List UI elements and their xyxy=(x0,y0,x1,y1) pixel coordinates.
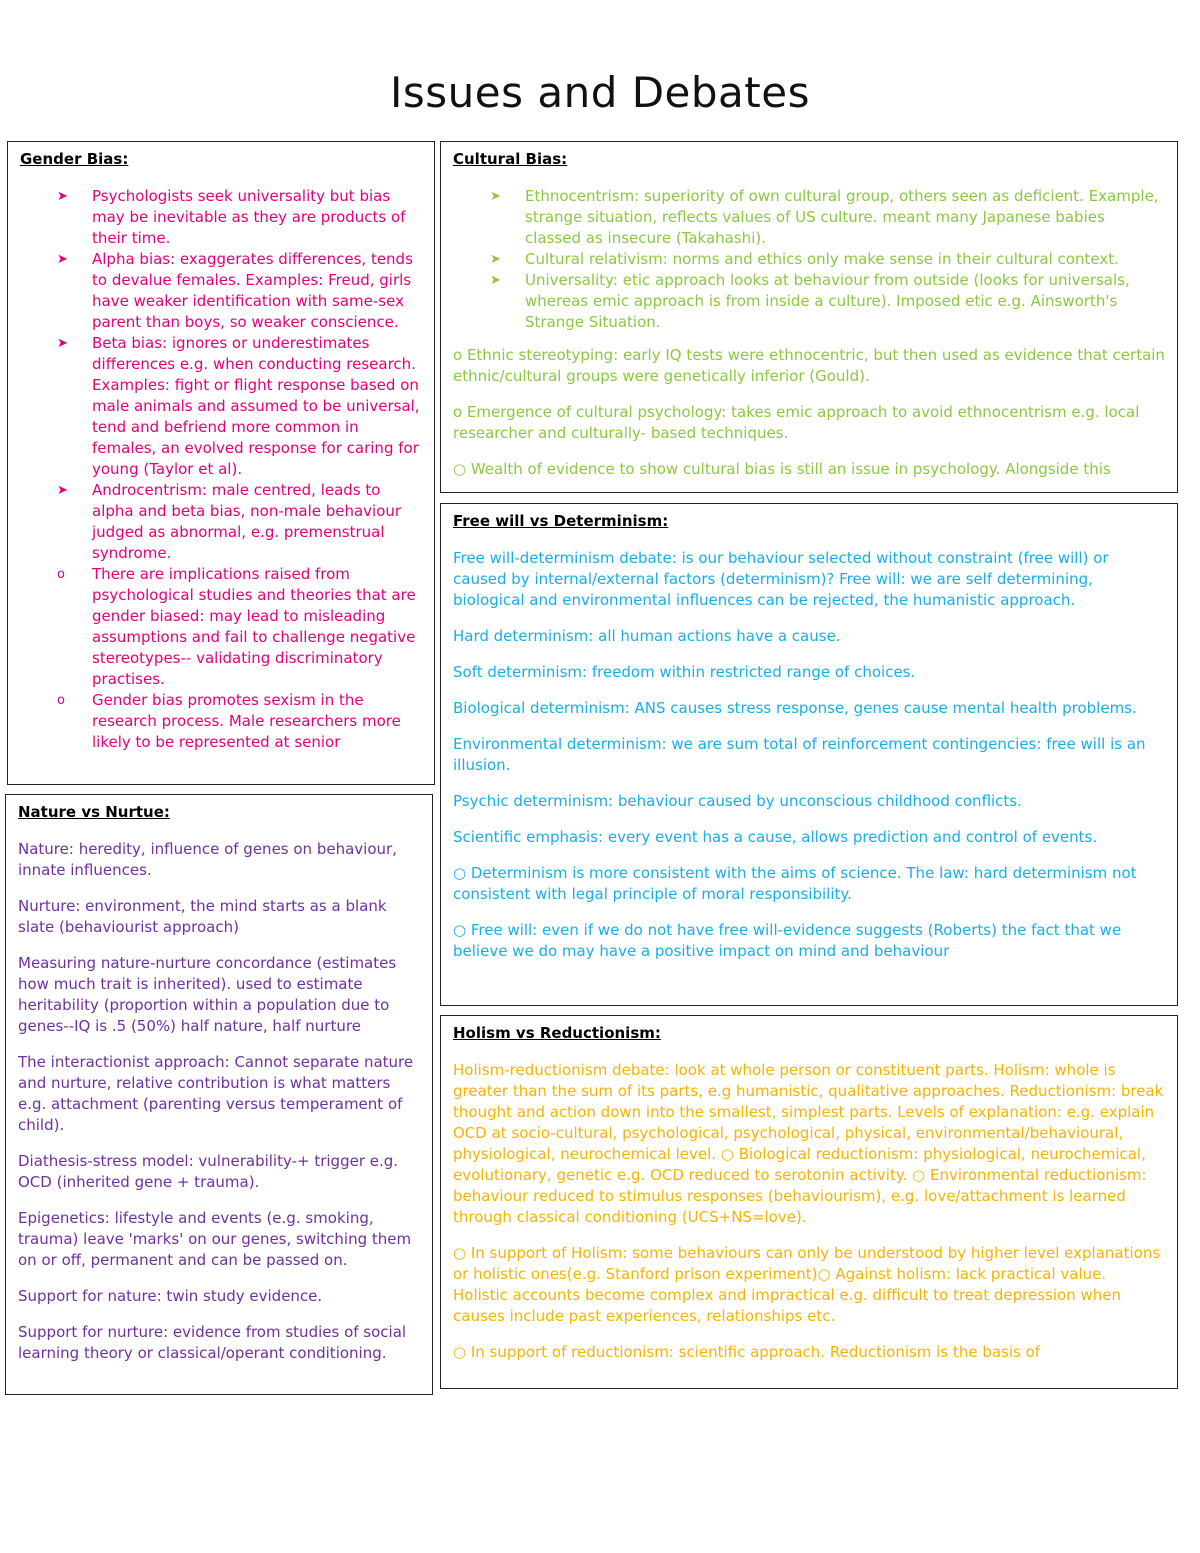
cultural-para: o Ethnic stereotyping: early IQ tests were ethnocentric, but then used as evidence that certain ethnic/cultural groups were genetically inferior (Gould). xyxy=(453,346,1165,385)
gender-bias-box xyxy=(7,141,435,785)
nature-para: The interactionist approach: Cannot separate nature and nurture, relative contribution is what matters e.g. attachment (parenting versus temperament of child). xyxy=(18,1053,414,1134)
free-will-para: Biological determinism: ANS causes stress response, genes cause mental health problems. xyxy=(453,699,1137,717)
list-item: ➤ Psychologists seek universality but bias may be inevitable as they are products of their time. xyxy=(57,187,406,247)
free-will-box xyxy=(440,503,1178,1006)
holism-box xyxy=(440,1015,1178,1389)
free-will-para: Psychic determinism: behaviour caused by unconscious childhood conflicts. xyxy=(453,792,1022,810)
list-item: ➤ Ethnocentrism: superiority of own cultural group, others seen as deficient. Example, strange situation, reflects values of US culture. meant many Japanese babies classed as insecure (Takahashi). xyxy=(490,187,1159,247)
list-item: o Gender bias promotes sexism in the research process. Male researchers more likely to be represented at senior xyxy=(57,691,401,751)
list-item: ➤ Cultural relativism: norms and ethics only make sense in their cultural context. xyxy=(490,250,1119,268)
free-will-para: ○ Free will: even if we do not have free will-evidence suggests (Roberts) the fact that we believe we do may have a positive impact on mind and behaviour xyxy=(453,921,1122,960)
free-will-para: Soft determinism: freedom within restricted range of choices. xyxy=(453,663,916,681)
nature-para: Support for nature: twin study evidence. xyxy=(18,1287,323,1305)
gender-bias-list xyxy=(20,186,422,753)
page-title: Issues and Debates xyxy=(390,68,810,117)
holism-para: ○ In support of Holism: some behaviours can only be understood by higher level explanations or holistic ones(e.g. Stanford prison experiment)○ Against holism: lack practical value. Holistic accounts become complex and impractical e.g. difficult to treat depression when causes include past experiences, relationships etc. xyxy=(453,1244,1161,1325)
cultural-para: ○ Wealth of evidence to show cultural bias is still an issue in psychology. Alongside this xyxy=(453,460,1111,478)
nature-para: Epigenetics: lifestyle and events (e.g. smoking, trauma) leave 'marks' on our genes, switching them on or off, permanent and can be passed on. xyxy=(18,1209,412,1269)
nature-nurture-box xyxy=(5,794,433,1395)
list-item: ➤ Androcentrism: male centred, leads to alpha and beta bias, non-male behaviour judged as abnormal, e.g. premenstrual syndrome. xyxy=(57,481,402,562)
nature-para: Nurture: environment, the mind starts as a blank slate (behaviourist approach) xyxy=(18,897,387,936)
free-will-heading: Free will vs Determinism: xyxy=(453,512,669,530)
bullet-arrow-icon: ➤ xyxy=(490,273,501,288)
cultural-para: o Emergence of cultural psychology: takes emic approach to avoid ethnocentrism e.g. local researcher and culturally- based techniques. xyxy=(453,403,1140,442)
nature-para: Support for nurture: evidence from studies of social learning theory or classical/operant conditioning. xyxy=(18,1323,407,1362)
bullet-arrow-icon: ➤ xyxy=(490,252,501,267)
bullet-arrow-icon: ➤ xyxy=(490,189,501,204)
gender-bias-heading: Gender Bias: xyxy=(20,150,129,168)
bullet-circle-icon: o xyxy=(57,693,65,708)
list-item: ➤ Beta bias: ignores or underestimates differences e.g. when conducting research. Examples: fight or flight response based on male animals and assumed to be universal, tend and befriend more common in females, an evolved response for caring for young (Taylor et al). xyxy=(57,334,420,478)
holism-para: ○ In support of reductionism: scientific approach. Reductionism is the basis of xyxy=(453,1343,1041,1361)
bullet-circle-icon: o xyxy=(57,567,65,582)
cultural-bias-list xyxy=(453,186,1165,333)
bullet-arrow-icon: ➤ xyxy=(57,252,68,267)
holism-heading: Holism vs Reductionism: xyxy=(453,1024,661,1042)
free-will-para: Environmental determinism: we are sum total of reinforcement contingencies: free will is an illusion. xyxy=(453,735,1146,774)
nature-para: Diathesis-stress model: vulnerability-+ trigger e.g. OCD (inherited gene + trauma). xyxy=(18,1152,399,1191)
holism-para: Holism-reductionism debate: look at whole person or constituent parts. Holism: whole is greater than the sum of its parts, e.g humanistic, qualitative approaches. Reductionism: break thought and action down into the smallest, simplest parts. Levels of explanation: e.g. explain OCD at socio-cultural, psychological, psychological, physical, environmental/behavioural, physiological, neurochemical level. ○ Biological reductionism: physiological, neurochemical, evolutionary, genetic e.g. OCD reduced to serotonin activity. ○ Environmental reductionism: behaviour reduced to stimulus responses (behaviourism), e.g. love/attachment is learned through classical conditioning (UCS+NS=love). xyxy=(453,1061,1164,1226)
list-item: o There are implications raised from psychological studies and theories that are gender biased: may lead to misleading assumptions and fail to challenge negative stereotypes-- validating discriminatory practises. xyxy=(57,565,416,688)
nature-para: Measuring nature-nurture concordance (estimates how much trait is inherited). used to estimate heritability (proportion within a population due to genes--IQ is .5 (50%) half nature, half nurture xyxy=(18,954,397,1035)
free-will-para: Hard determinism: all human actions have a cause. xyxy=(453,627,841,645)
list-item: ➤ Universality: etic approach looks at behaviour from outside (looks for universals, whereas emic approach is from inside a culture). Imposed etic e.g. Ainsworth's Strange Situation. xyxy=(490,271,1130,331)
nature-para: Nature: heredity, influence of genes on behaviour, innate influences. xyxy=(18,840,397,879)
free-will-para: Scientific emphasis: every event has a cause, allows prediction and control of events. xyxy=(453,828,1098,846)
list-item: ➤ Alpha bias: exaggerates differences, tends to devalue females. Examples: Freud, girls have weaker identification with same-sex parent than boys, so weaker conscience. xyxy=(57,250,413,331)
bullet-arrow-icon: ➤ xyxy=(57,483,68,498)
free-will-para: Free will-determinism debate: is our behaviour selected without constraint (free will) or caused by internal/external factors (determinism)? Free will: we are self determining, biological and environmental influences can be rejected, the humanistic approach. xyxy=(453,549,1109,609)
cultural-bias-heading: Cultural Bias: xyxy=(453,150,568,168)
bullet-arrow-icon: ➤ xyxy=(57,189,68,204)
cultural-bias-box xyxy=(440,141,1178,493)
nature-nurture-heading: Nature vs Nurtue: xyxy=(18,803,170,821)
bullet-arrow-icon: ➤ xyxy=(57,336,68,351)
free-will-para: ○ Determinism is more consistent with the aims of science. The law: hard determinism not consistent with legal principle of moral responsibility. xyxy=(453,864,1137,903)
